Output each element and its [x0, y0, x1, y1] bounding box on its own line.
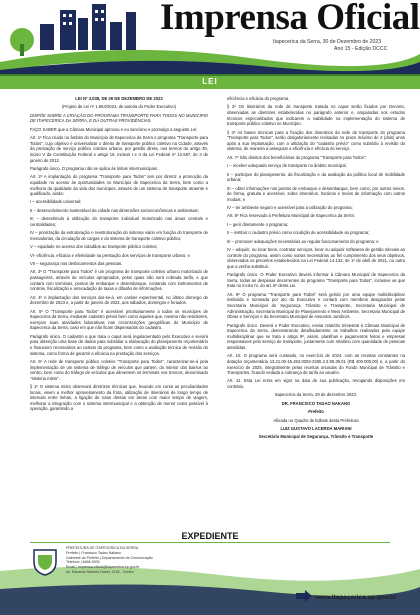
section-bar [0, 74, 420, 89]
section-label: LEI [202, 77, 218, 86]
footer-heading: EXPEDIENTE [181, 531, 239, 541]
paragraph: II – desenvolvimento sustentável da cidade nas dimensões socioeconômicas e ambientais; [30, 207, 199, 213]
paragraph: I – receber adequado serviço de transporte no âmbito municipal; [227, 163, 347, 169]
paragraph: V – equidade no acesso dos cidadãos ao transporte público coletivo; [30, 244, 158, 250]
arrow-icon [296, 590, 312, 602]
paragraph: Parágrafo único. O Poder Executivo deverá informar à Câmara Municipal de Itapecerica da Serra, todas as despesas decorrentes do programa "Transporte para Todos", inclusive as que trata no inciso IV, do art. 8º desta Lei. [227, 272, 405, 289]
paragraph: Art. 10. O programa será custeado, no exercício de 2024, com as receitas constantes na dotação orçamentária 13.21.00-15.453.0002-2265.3.3.90.39.01 (R$ 400.000,00) e, a partir do exercício de 2025, integralmente pelas receitas oriundas do Fundo Municipal de Trânsito e Transportes, ficando vedada a cobrança de tarifa ao usuário. [227, 353, 405, 376]
paragraph: I – acessibilidade universal; [30, 199, 82, 205]
left-column [30, 96, 208, 415]
paragraph: (Projeto de Lei nº 1.864/2023, de autoria do Poder Executivo) [61, 104, 177, 110]
paragraph: Art. 8º Fica reservado à Prefeitura Municipal de Itapecerica da Serra: [227, 213, 355, 219]
coat-of-arms-icon [30, 546, 60, 576]
paragraph: § 2º Os itinerários da rede de transporte tratada no caput serão fixados por Decreto, observadas as diretrizes estabelecidas no parágrafo anterior e, amparadas nos estudos técnicos especializados que indicarem a viabilidade na implementação do sistema de transporte público coletivo no Município. [227, 104, 405, 127]
paragraph: Art. 3º O "Transporte para Todos" é um programa de transporte coletivo urbano motorizado de passageiros, através de veículos apropriados, pelos quais não será cobrada tarifa, e que contará com terminais, pontos de embarque e desembarque, contando com instrumentos de controle, fiscalização e arrecadação de taxas e difusão de informações. [30, 269, 208, 292]
paragraph: Art. 6º A rede de transporte público coletivo "Transporte para Todos", caracterizar-se-á pela implementação de um sistema de tráfego de veículos que partem, do interior dos bairros ao centro, bem como do tráfego de veículos que alimentem os terminais nos troncos, denominado "sistema misto". [30, 358, 208, 381]
paragraph: Afixada no Quadro de Editais desta Prefeitura [273, 417, 359, 423]
paragraph: DR. FRANCISCO TADAO NAKANO [281, 400, 351, 406]
paragraph: Art. 2º A implantação do programa "Transporte para Todos" tem por diretriz a promoção da equidade no acesso às oportunidades no Município de Itapecerica da Serra, bem como a melhoria da qualidade da vida dos munícipes, através de um sistema de transporte atraente e qualificado, ainda: [30, 174, 208, 197]
paragraph: Art. 4º A implantação dos serviços dar-se-á, em caráter experimental, no último domingo de dezembro de 2023 e, a partir de janeiro de 2024, aos sábados, domingos e feriados. [30, 294, 208, 306]
paragraph: VI- eficiência, eficácia e efetividade na prestação dos serviços de transporte urbano; e [30, 252, 190, 258]
paragraph: IV – priorização da estruturação e reestruturação do sistema viário em função do transporte de mercadorias, da circulação de cargas e do sistema de transporte coletivo público; [30, 230, 208, 241]
paragraph: III – obter informações nos pontos de embarque e desembarque, bem como, por outros meios, de forma, gratuita e acessível, sobre itinerários, horários e meios de informação com outros modais; e [227, 185, 405, 202]
paragraph: Art. 7º São direitos dos beneficiários do programa "Transporte para Todos": [227, 154, 367, 160]
paragraph: LUIZ GUSTAVO LACERDA MARIANI [280, 426, 352, 432]
page-title: Imprensa Oficial [160, 0, 420, 38]
paragraph: II – instituir o cadastro prévio como condição de acessibilidade ao programa; [227, 230, 370, 236]
paragraph: Secretário Municipal de Segurança, Trânsito e Transporte [258, 434, 374, 440]
right-column [227, 96, 405, 443]
footer-background [0, 531, 420, 615]
date-line: Itapecerica da Serra, 30 de Dezembro de 2023 [273, 39, 382, 45]
paragraph: Parágrafo único. O cadastro a que trata o caput será regulamentado pelo Executivo e servirá para obtenção uma base de dados para subsidiar a elaboração do planejamento orçamentário e financeiro necessários ao custeio do programa, bem como a avaliação técnica de revisão do sistema, como forma de garantir a eficácia na prestação dos serviços. [30, 333, 208, 356]
edition-line: Ano 15 - Edição DCCC [334, 46, 388, 52]
footer-line: Email | imprensa.oficial@itapecerica.sp.gov.br [66, 565, 140, 570]
paragraph: § 3º As bases técnicas para a fixação dos itinerários da rede de transporte do programa "Transporte para Todos", serão obrigatoriamente revisadas no prazo máximo de 2 (dois) anos após a sua implantação, com a utilização do "cadastro prévio" como subsídio à revisão do sistema, de maneira a assegurar a eficiência e eficácia do serviço. [227, 129, 405, 152]
paragraph: Art. 1º Fica criado no âmbito do Município de Itapecerica da Serra o programa "Transporte para Todos", cujo objetivo é universalizar o direito de transporte público coletivo na Cidade, através da prestação de serviço público coletivo urbano, por gestão direta, nos termos do artigo 30, inciso V da Constituição Federal e artigo 18, incisos I e II da Lei Federal nº 12.587, de 3 de janeiro de 2012. [30, 135, 208, 163]
website-link[interactable]: www.itapecerica.sp.gov.br [315, 594, 397, 601]
paragraph: FAÇO SABER que a Câmara Municipal aprovou e eu sanciono e promulgo a seguinte Lei: [30, 126, 198, 132]
masthead [0, 0, 420, 58]
footer-line: Gabinete do Prefeito | Departamento de Comunicação [66, 555, 153, 560]
paragraph: II – participar do planejamento, da fiscalização e da avaliação da política local de mobilidade urbana; [227, 171, 405, 183]
paragraph: IV – adquirir, ou locar bens, contratar serviços, locar ou adquirir softwares de gestão relevais ao controle do programa, assim como outras necessários ao fiel cumprimento dos seus objetivos, observados os preceitos estabelecidos na Lei Federal 14.133, de 1º de abril de 2021, ou outra que a venha substituir. [227, 247, 405, 269]
footer-line: PREFEITURA DE ITAPECERICA DA SERRA [66, 546, 139, 550]
footer-info [66, 546, 153, 575]
footer-line: Av. Eduardo Roberto Daher, 1135 - Centro [66, 569, 134, 574]
paragraph: LEI Nº 3.038, DE 29 DE DEZEMBRO DE 2023 [75, 96, 163, 101]
paragraph: VII – segurança nos deslocamentos das pessoas. [30, 261, 123, 267]
paragraph: IV – ter ambiente seguro e acessível para a utilização do programa; [227, 205, 353, 211]
paragraph: Itapecerica da Serra, 29 de dezembro 2023. [275, 392, 357, 398]
paragraph: § 1º O sistema misto observará diretrizes técnicas que, levando em conta as peculiaridades locais, visem a melhor aproveitamento da frota, utilização de itinerários de longo tempo de intervalo entre linhas, a ligação de rotas diretas em áreas com maior tempo de viagem, melhorar a integração com o sistema intermunicipal e a obtenção de menor custo possível à operação, garantindo a [30, 384, 208, 412]
footer-line: Prefeito | Francisco Tadao Nakano [66, 550, 122, 555]
paragraph: III – promover adequações necessárias ao regular funcionamento do programa; e [227, 238, 379, 244]
paragraph: III – desestímulo à utilização do transporte individual motorizado nas áreas centrais e centralidades; [30, 216, 208, 227]
paragraph: Parágrafo único. Deverá o Poder Executivo, enviar relatório trimestral à Câmara Municipal de Itapecerica da Serra, demonstrando detalhadamente os trabalhos realizados pela equipe multidisciplinar que se trata o artigo 9º, assim, planilhas e pagamentos feitos e empresas responsáveis pelo serviço de transporte, juntamente com relatório com quantidade de pessoas atendidas. [227, 322, 405, 350]
paragraph: Art. 9º O programa "Transporte para Todos" será gerido por uma equipe multidisciplinar instituída e nomeada por ato do Executivo e contará com membros designados pelas Secretaria Municipal de Segurança, Trânsito e Transporte, Secretaria Municipal de Administração, Secretaria Municipal de Planejamento e Meio Ambiente, Secretaria Municipal de Obras e Serviços e da Secretaria Municipal de Assuntos Jurídicos. [227, 291, 405, 320]
paragraph: I – gerir diretamente o programa; [227, 221, 289, 227]
paragraph: DISPÕE SOBRE A CRIAÇÃO DO PROGRAMA TRANSPORTE PARA TODOS NO MUNICÍPIO DE ITAPECERICA DA SERRA, E DÁ OUTRAS PROVIDÊNCIAS. [30, 112, 208, 124]
paragraph: Art. 11. Esta Lei entra em vigor na data de sua publicação, revogando disposições em contrário. [227, 378, 405, 390]
paragraph: eficiência e eficácia do programa. [227, 96, 290, 101]
footer-divider [30, 542, 390, 543]
paragraph: Parágrafo único. O programa não se aplica às linhas intermunicipais. [30, 165, 159, 171]
paragraph: Art. 5º O "Transporte para Todos" é acessível prioritariamente a todos os munícipes de Itapecerica da Serra, mediante cadastro prévio bem como aqueles que, mesmo não residentes, exerçam suas atividades laborativas nas circunscrições geográficas do Município de Itapecerica da Serra, caso em que não ficam dispensados do cadastro. [30, 308, 208, 331]
footer-line: Telefone | 4668-9000 [66, 560, 100, 565]
paragraph: Prefeito [308, 409, 324, 415]
